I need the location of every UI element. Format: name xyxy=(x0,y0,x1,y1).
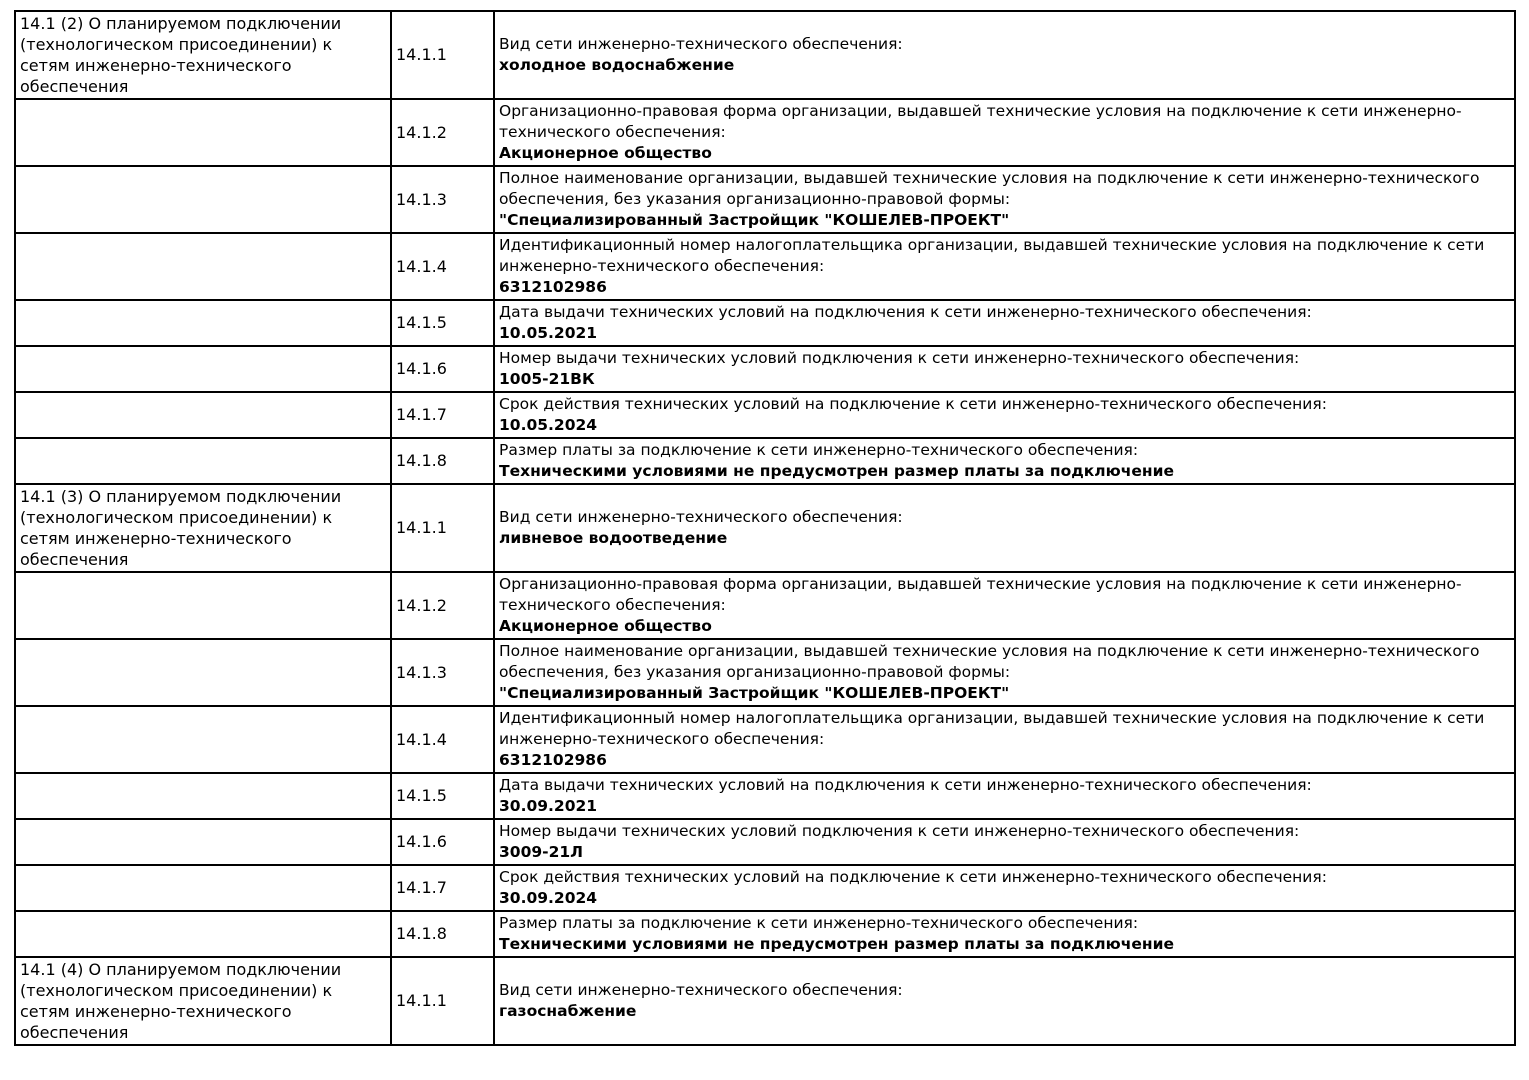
field-value: 10.05.2024 xyxy=(499,416,598,434)
item-cell xyxy=(494,773,1515,819)
item-cell xyxy=(494,911,1515,957)
item-number: 14.1.7 xyxy=(391,865,494,911)
field-label: Номер выдачи технических условий подключения к сети инженерно-технического обеспечения: xyxy=(499,822,1300,840)
table-row xyxy=(15,346,1515,392)
item-cell xyxy=(494,865,1515,911)
table-row xyxy=(15,572,1515,639)
empty-cell xyxy=(15,438,391,484)
table-row xyxy=(15,11,1515,99)
field-value: Акционерное общество xyxy=(499,144,712,162)
item-number: 14.1.1 xyxy=(391,957,494,1045)
empty-cell xyxy=(15,819,391,865)
item-number: 14.1.5 xyxy=(391,300,494,346)
empty-cell xyxy=(15,572,391,639)
item-number: 14.1.4 xyxy=(391,706,494,773)
table-row xyxy=(15,865,1515,911)
item-number: 14.1.4 xyxy=(391,233,494,300)
item-cell xyxy=(494,99,1515,166)
item-cell xyxy=(494,639,1515,706)
field-label: Вид сети инженерно-технического обеспечения: xyxy=(499,35,903,53)
item-cell xyxy=(494,346,1515,392)
field-label: Срок действия технических условий на подключение к сети инженерно-технического обеспечения: xyxy=(499,868,1327,886)
table-row xyxy=(15,438,1515,484)
table-row xyxy=(15,392,1515,438)
field-label: Номер выдачи технических условий подключения к сети инженерно-технического обеспечения: xyxy=(499,349,1300,367)
item-cell xyxy=(494,11,1515,99)
section-header-cell xyxy=(15,957,391,1045)
item-cell xyxy=(494,484,1515,572)
empty-cell xyxy=(15,392,391,438)
field-value: 6312102986 xyxy=(499,751,607,769)
field-value: Техническими условиями не предусмотрен размер платы за подключение xyxy=(499,935,1174,953)
empty-cell xyxy=(15,706,391,773)
field-label: Размер платы за подключение к сети инженерно-технического обеспечения: xyxy=(499,914,1139,932)
field-label: Организационно-правовая форма организации, выдавшей технические условия на подключение к сети инженерно-технического обеспечения: xyxy=(499,102,1462,141)
field-value: газоснабжение xyxy=(499,1002,637,1020)
field-value: 10.05.2021 xyxy=(499,324,598,342)
field-value: холодное водоснабжение xyxy=(499,56,735,74)
item-cell xyxy=(494,438,1515,484)
field-value: 30.09.2021 xyxy=(499,797,598,815)
empty-cell xyxy=(15,865,391,911)
field-value: 30.09.2024 xyxy=(499,889,598,907)
item-number: 14.1.7 xyxy=(391,392,494,438)
empty-cell xyxy=(15,99,391,166)
field-value: ливневое водоотведение xyxy=(499,529,728,547)
section-header-cell xyxy=(15,484,391,572)
field-label: Срок действия технических условий на подключение к сети инженерно-технического обеспечения: xyxy=(499,395,1327,413)
empty-cell xyxy=(15,639,391,706)
field-label: Вид сети инженерно-технического обеспечения: xyxy=(499,508,903,526)
field-label: Дата выдачи технических условий на подключения к сети инженерно-технического обеспечения: xyxy=(499,776,1312,794)
item-number: 14.1.5 xyxy=(391,773,494,819)
item-cell xyxy=(494,392,1515,438)
empty-cell xyxy=(15,166,391,233)
empty-cell xyxy=(15,773,391,819)
section-header: 14.1 (4) О планируемом подключении (технологическом присоединении) к сетям инженерно-технического обеспечения xyxy=(20,960,342,1042)
table-row xyxy=(15,300,1515,346)
field-label: Полное наименование организации, выдавшей технические условия на подключение к сети инженерно-технического обеспечения, без указания организационно-правовой формы: xyxy=(499,169,1480,208)
table-row xyxy=(15,639,1515,706)
section-header: 14.1 (2) О планируемом подключении (технологическом присоединении) к сетям инженерно-технического обеспечения xyxy=(20,14,342,96)
item-cell xyxy=(494,819,1515,865)
item-cell xyxy=(494,166,1515,233)
table-row xyxy=(15,166,1515,233)
field-value: "Специализированный Застройщик "КОШЕЛЕВ-ПРОЕКТ" xyxy=(499,684,1010,702)
item-cell xyxy=(494,706,1515,773)
field-value: 3009-21Л xyxy=(499,843,584,861)
item-number: 14.1.2 xyxy=(391,572,494,639)
field-value: Акционерное общество xyxy=(499,617,712,635)
empty-cell xyxy=(15,346,391,392)
item-number: 14.1.1 xyxy=(391,11,494,99)
table-row xyxy=(15,773,1515,819)
item-number: 14.1.3 xyxy=(391,166,494,233)
field-label: Идентификационный номер налогоплательщика организации, выдавшей технические условия на подключение к сети инженерно-технического обеспечения: xyxy=(499,236,1485,275)
item-number: 14.1.6 xyxy=(391,346,494,392)
item-number: 14.1.2 xyxy=(391,99,494,166)
field-label: Организационно-правовая форма организации, выдавшей технические условия на подключение к сети инженерно-технического обеспечения: xyxy=(499,575,1462,614)
item-cell xyxy=(494,957,1515,1045)
field-value: 1005-21ВК xyxy=(499,370,595,388)
table-row xyxy=(15,484,1515,572)
empty-cell xyxy=(15,300,391,346)
field-value: Техническими условиями не предусмотрен размер платы за подключение xyxy=(499,462,1174,480)
table-row xyxy=(15,957,1515,1045)
table-row xyxy=(15,911,1515,957)
item-number: 14.1.6 xyxy=(391,819,494,865)
field-value: "Специализированный Застройщик "КОШЕЛЕВ-ПРОЕКТ" xyxy=(499,211,1010,229)
field-label: Вид сети инженерно-технического обеспечения: xyxy=(499,981,903,999)
table-row xyxy=(15,819,1515,865)
section-header-cell xyxy=(15,11,391,99)
item-number: 14.1.8 xyxy=(391,438,494,484)
empty-cell xyxy=(15,233,391,300)
item-number: 14.1.1 xyxy=(391,484,494,572)
item-cell xyxy=(494,572,1515,639)
item-cell xyxy=(494,300,1515,346)
table-row xyxy=(15,99,1515,166)
field-label: Полное наименование организации, выдавшей технические условия на подключение к сети инженерно-технического обеспечения, без указания организационно-правовой формы: xyxy=(499,642,1480,681)
field-label: Размер платы за подключение к сети инженерно-технического обеспечения: xyxy=(499,441,1139,459)
item-cell xyxy=(494,233,1515,300)
field-label: Идентификационный номер налогоплательщика организации, выдавшей технические условия на подключение к сети инженерно-технического обеспечения: xyxy=(499,709,1485,748)
field-label: Дата выдачи технических условий на подключения к сети инженерно-технического обеспечения: xyxy=(499,303,1312,321)
table-row xyxy=(15,233,1515,300)
utility-connections-table xyxy=(14,10,1516,1046)
table-row xyxy=(15,706,1515,773)
field-value: 6312102986 xyxy=(499,278,607,296)
item-number: 14.1.8 xyxy=(391,911,494,957)
section-header: 14.1 (3) О планируемом подключении (технологическом присоединении) к сетям инженерно-технического обеспечения xyxy=(20,487,342,569)
item-number: 14.1.3 xyxy=(391,639,494,706)
empty-cell xyxy=(15,911,391,957)
